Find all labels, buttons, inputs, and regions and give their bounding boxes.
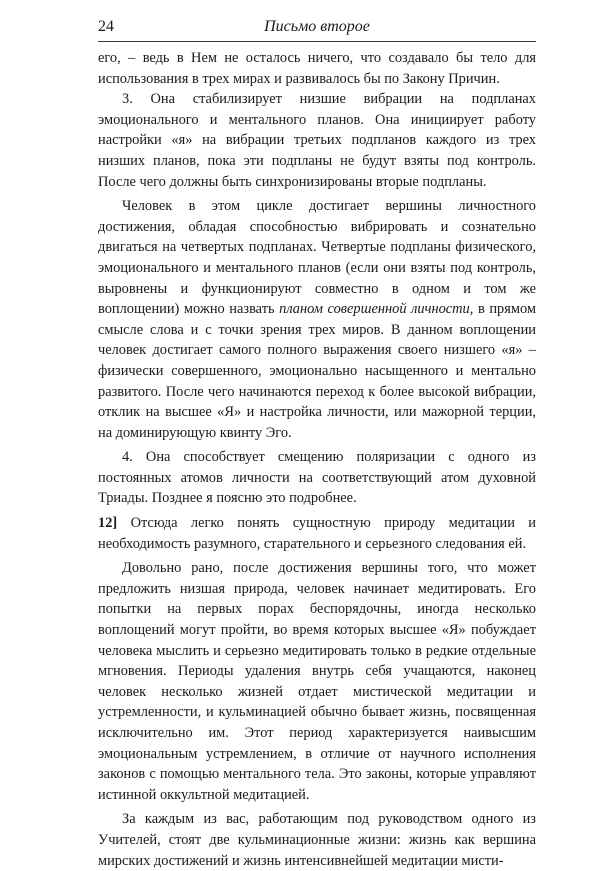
paragraph-section-12 bbox=[98, 513, 536, 554]
emphasis-perfect-personality: планом совершенной личности, bbox=[279, 301, 474, 318]
paragraph-point-3: 3. Она стабилизирует низшие вибрации на подпланах эмоционального и ментального планов. Она инициирует работу настройки «я» на вибрации третьих подпланов каждого из трех низших планов, пока эти подпланы не будут взяты под контроль. После чего должны быть синхронизированы вторые подпланы. bbox=[98, 91, 536, 190]
section-number: 12] bbox=[98, 515, 118, 532]
page-number: 24 bbox=[98, 18, 114, 35]
paragraph-meditation-history: Довольно рано, после достижения вершины того, что может предложить низшая природа, человек начинает медитировать. Его попытки на первых порах беспорядочны, иногда несколько воплощений могут пройти, во время которых высшее «Я» побуждает человека мыслить и серьезно медитировать только в редкие отдельные мгновения. Периоды удаления внутрь себя учащаются, наконец человек несколько жизней отдает мистической медитации и устремленности, и кульминацией обычно бывает жизнь, посвященная исключительно им. Этот период характеризуется наивысшим эмоциональным устремлением, в отличие от научного исполнения законов с помощью ментального тела. Это законы, которые управляют истинной оккультной медитацией. bbox=[98, 560, 536, 803]
running-title: Письмо второе bbox=[264, 18, 370, 35]
paragraph-personality-text: Человек в этом цикле достигает вершины личностного достижения, обладая способностью вибрировать и сознательно двигаться на четвертых подпланах. Четвертые подпланы физического, эмоционального и ментального планов (если они взяты под контроль, выровнены и функционируют совместно в одном и том же воплощении) можно назвать bbox=[98, 198, 536, 318]
section-12-text: Отсюда легко понять сущностную природу медитации и необходимость разумного, старательного и серьезного следования ей. bbox=[98, 515, 536, 552]
paragraph-continuation: его, – ведь в Нем не осталось ничего, что создавало бы тело для использования в трех мирах и развивалось бы по Закону Причин. bbox=[98, 50, 536, 87]
body-text bbox=[98, 48, 536, 871]
paragraph-two-lives: За каждым из вас, работающим под руководством одного из Учителей, стоят две кульминационные жизни: жизнь как вершина мирских достижений и жизнь интенсивнейшей медитации мисти- bbox=[98, 811, 536, 869]
paragraph-personality bbox=[98, 196, 536, 443]
paragraph-personality-continued: в прямом смысле слова и с точки зрения трех миров. В данном воплощении человек достигает самого полного выражения своего низшего «я» – физически совершенного, эмоционально насыщенного и ментально развитого. После чего начинаются переход к более высокой вибрации, отклик на высшее «Я» и настройка личности, или мажорной терции, на доминирующую квинту Эго. bbox=[98, 301, 536, 441]
page-header bbox=[98, 14, 536, 40]
header-rule bbox=[98, 41, 536, 42]
paragraph-point-4: 4. Она способствует смещению поляризации с одного из постоянных атомов личности на соответствующий атом духовной Триады. Позднее я поясню это подробнее. bbox=[98, 449, 536, 507]
